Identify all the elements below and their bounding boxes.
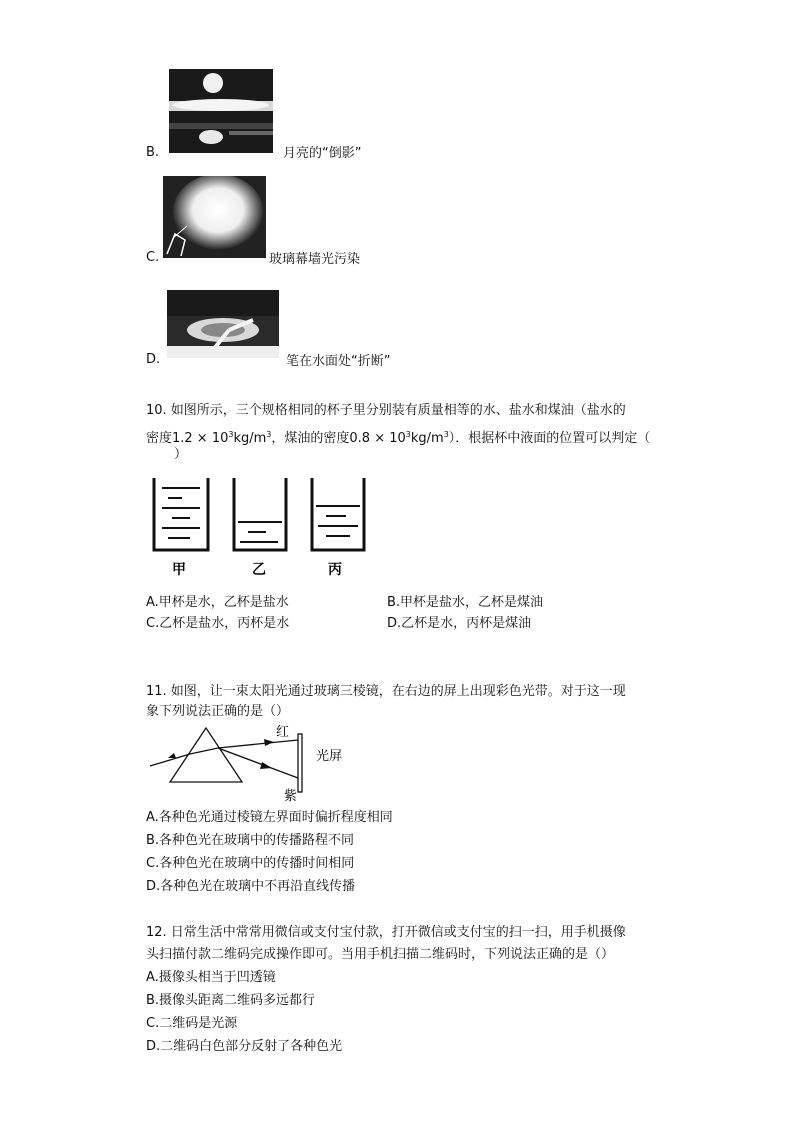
q9-option-c-letter: C. xyxy=(146,250,160,265)
q9-option-b-letter: B. xyxy=(146,145,160,160)
q10-option-c[interactable]: C.乙杯是盐水，丙杯是水 xyxy=(146,616,290,631)
cup-jia xyxy=(154,478,208,550)
q11-stem-line2: 象下列说法正确的是（） xyxy=(146,704,290,719)
cup-bing xyxy=(312,478,364,550)
label-red: 红 xyxy=(276,725,290,740)
q11-option-a[interactable]: A.各种色光通过棱镜左界面时偏折程度相同 xyxy=(146,810,393,825)
prism-figure xyxy=(146,724,376,804)
q10-option-d[interactable]: D.乙杯是水，丙杯是煤油 xyxy=(387,616,532,631)
q12-option-c[interactable]: C.二维码是光源 xyxy=(146,1016,238,1031)
cup-yi xyxy=(234,478,286,550)
three-cups-figure xyxy=(150,478,370,578)
label-screen: 光屏 xyxy=(316,749,343,764)
q12-stem-line2: 头扫描付款二维码完成操作即可。当用手机扫描二维码时，下列说法正确的是（） xyxy=(146,947,615,962)
q11-stem-line1: 11. 如图，让一束太阳光通过玻璃三棱镜，在右边的屏上出现彩色光带。对于这一现 xyxy=(146,684,626,699)
q11-option-d[interactable]: D.各种色光在玻璃中不再沿直线传播 xyxy=(146,879,356,894)
q11-option-c[interactable]: C.各种色光在玻璃中的传播时间相同 xyxy=(146,856,355,871)
bent-pencil-photo xyxy=(167,290,279,358)
cup-label-bing: 丙 xyxy=(328,562,342,578)
q9-option-d-letter: D. xyxy=(146,352,161,367)
q12-option-d[interactable]: D.二维码白色部分反射了各种色光 xyxy=(146,1039,343,1054)
q9-option-b-text: 月亮的“倒影” xyxy=(283,146,362,161)
q12-option-a[interactable]: A.摄像头相当于凹透镜 xyxy=(146,970,276,985)
q9-option-d-text: 笔在水面处“折断” xyxy=(286,354,391,369)
q9-option-c-text: 玻璃幕墙光污染 xyxy=(269,252,361,267)
q10-stem-line3: ） xyxy=(174,447,188,462)
cup-label-yi: 乙 xyxy=(252,562,266,578)
prism-icon xyxy=(170,728,242,782)
moon-reflection-photo xyxy=(169,69,273,153)
q12-option-b[interactable]: B.摄像头距离二维码多远都行 xyxy=(146,993,316,1008)
q12-stem-line1: 12. 日常生活中常常用微信或支付宝付款，打开微信或支付宝的扫一扫，用手机摄像 xyxy=(146,925,626,940)
q10-stem-line2: 密度$1.2 \times 10^3kg/m^3$，煤油的密度$0.8 \times 10^3kg/m^3$）．根据杯中液面的位置可以判定（ xyxy=(146,430,651,446)
label-purple: 紫 xyxy=(284,789,298,804)
q10-option-a[interactable]: A.甲杯是水，乙杯是盐水 xyxy=(146,595,289,610)
glass-wall-photo xyxy=(163,176,266,258)
light-screen xyxy=(298,734,302,792)
q10-option-b[interactable]: B.甲杯是盐水，乙杯是煤油 xyxy=(387,595,544,610)
q11-option-b[interactable]: B.各种色光在玻璃中的传播路程不同 xyxy=(146,833,355,848)
q10-stem-line1: 10. 如图所示，三个规格相同的杯子里分别装有质量相等的水、盐水和煤油（盐水的 xyxy=(146,403,626,418)
cup-label-jia: 甲 xyxy=(172,562,186,578)
